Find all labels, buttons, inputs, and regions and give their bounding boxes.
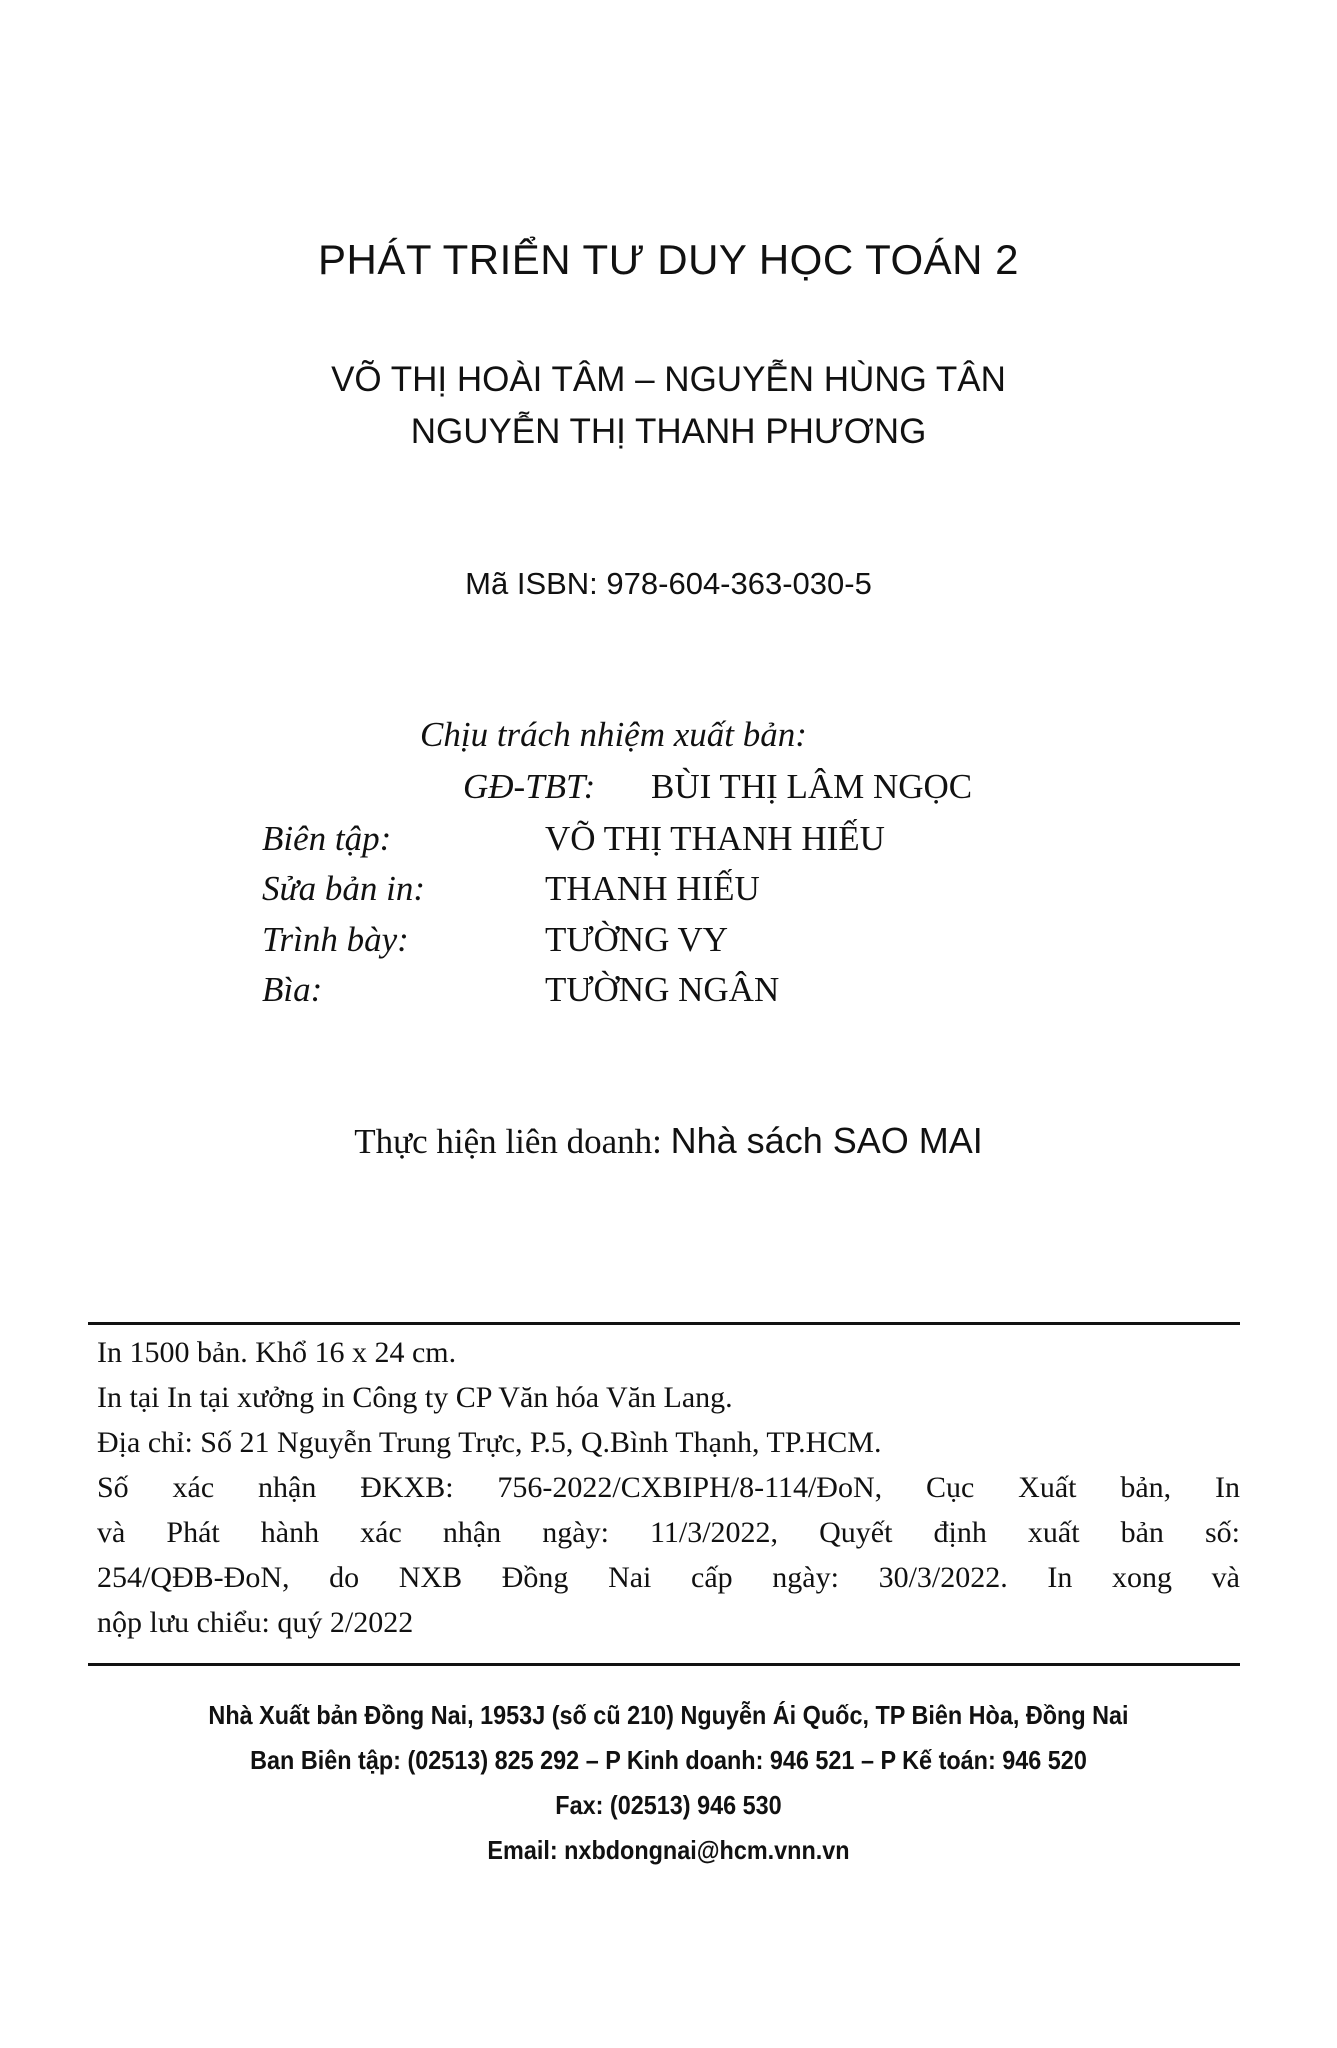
director-name: BÙI THỊ LÂM NGỌC <box>651 767 973 806</box>
printer: In tại In tại xưởng in Công ty CP Văn hóa Văn Lang. <box>97 1381 733 1414</box>
bottom-divider <box>88 1663 1240 1666</box>
print-run: In 1500 bản. Khổ 16 x 24 cm. <box>97 1336 457 1369</box>
printer-address: Địa chỉ: Số 21 Nguyễn Trung Trực, P.5, Q.Bình Thạnh, TP.HCM. <box>97 1426 882 1459</box>
layout-name: TƯỜNG VY <box>545 920 729 959</box>
registration-line-4: nộp lưu chiểu: quý 2/2022 <box>97 1606 414 1639</box>
proofreader-name: THANH HIẾU <box>545 869 760 908</box>
publisher-address: Nhà Xuất bản Đồng Nai, 1953J (số cũ 210) Nguyễn Ái Quốc, TP Biên Hòa, Đồng Nai <box>208 1700 1129 1730</box>
editor-label: Biên tập: <box>262 819 392 858</box>
joint-venture-label: Thực hiện liên doanh: <box>354 1122 662 1161</box>
director-label: GĐ-TBT: <box>463 767 596 806</box>
proofreader-label: Sửa bản in: <box>262 869 425 908</box>
top-divider <box>88 1322 1240 1325</box>
layout-label: Trình bày: <box>262 920 409 959</box>
cover-name: TƯỜNG NGÂN <box>545 970 780 1009</box>
publisher-phones: Ban Biên tập: (02513) 825 292 – P Kinh doanh: 946 521 – P Kế toán: 946 520 <box>250 1745 1087 1775</box>
isbn: Mã ISBN: 978-604-363-030-5 <box>465 566 872 601</box>
publisher-fax: Fax: (02513) 946 530 <box>555 1790 782 1820</box>
registration-line-3: 254/QĐB-ĐoN, do NXB Đồng Nai cấp ngày: 30/3/2022. In xong và <box>97 1561 1240 1594</box>
cover-label: Bìa: <box>262 970 323 1009</box>
joint-venture-partner: Nhà sách SAO MAI <box>670 1120 983 1161</box>
registration-line-2: và Phát hành xác nhận ngày: 11/3/2022, Quyết định xuất bản số: <box>97 1516 1240 1549</box>
authors-line-1: VÕ THỊ HOÀI TÂM – NGUYỄN HÙNG TÂN <box>331 360 1006 399</box>
publishing-responsibility-label: Chịu trách nhiệm xuất bản: <box>420 715 807 754</box>
registration-line-1: Số xác nhận ĐKXB: 756-2022/CXBIPH/8-114/ĐoN, Cục Xuất bản, In <box>97 1471 1240 1504</box>
book-title: PHÁT TRIỂN TƯ DUY HỌC TOÁN 2 <box>317 236 1020 283</box>
publisher-info <box>67 1693 1270 1873</box>
printing-information <box>97 1330 1240 1645</box>
joint-venture <box>0 1120 1337 1162</box>
publisher-email: Email: nxbdongnai@hcm.vnn.vn <box>487 1835 850 1865</box>
authors-line-2: NGUYỄN THỊ THANH PHƯƠNG <box>410 412 927 451</box>
editor-name: VÕ THỊ THANH HIẾU <box>545 819 885 858</box>
